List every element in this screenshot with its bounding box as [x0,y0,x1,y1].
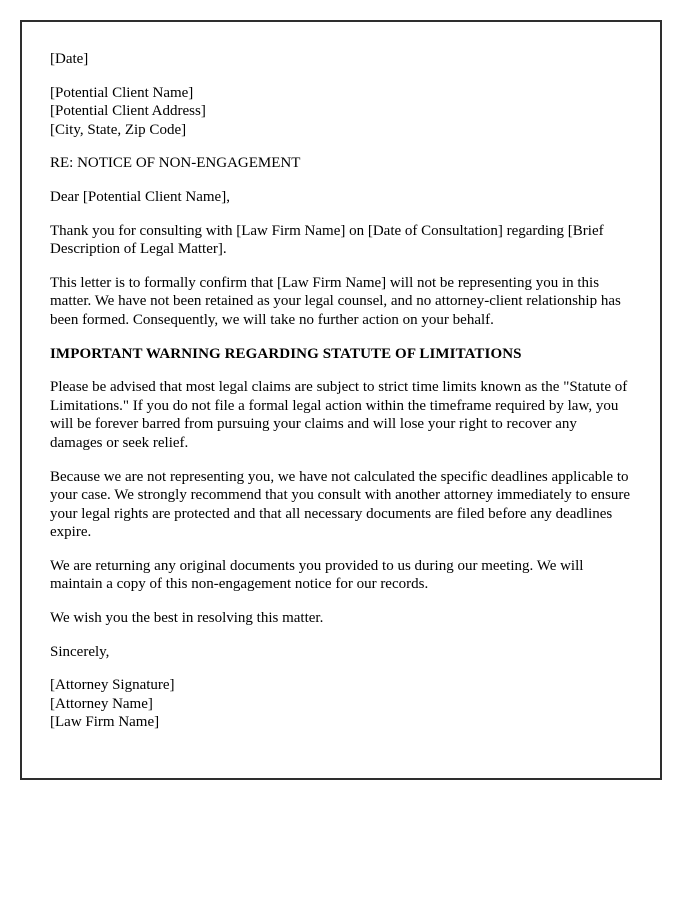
attorney-signature-line: [Attorney Signature] [50,677,175,694]
recipient-address: [Potential Client Address] [50,103,206,120]
paragraph-returning-documents: We are returning any original documents you provided to us during our meeting. We will maintain a copy of this non-engagement notice for our records. [50,557,584,593]
recipient-name: [Potential Client Name] [50,84,194,101]
date-line: [Date] [50,51,89,67]
paragraph-statute-of-limitations: Please be advised that most legal claims are subject to strict time limits known as the "Statute of Limitations." If you do not file a formal legal action within the timeframe required by law, you will be forever barred from pursuing your claims and will lose your right to recover any damages or seek relief. [50,379,628,451]
salutation: Dear [Potential Client Name], [50,188,230,205]
signature-block [50,676,632,732]
recipient-block [50,84,632,140]
warning-heading: IMPORTANT WARNING REGARDING STATUTE OF LIMITATIONS [50,345,522,362]
recipient-city-state-zip: [City, State, Zip Code] [50,121,187,138]
law-firm-name-line: [Law Firm Name] [50,714,160,731]
paragraph-deadlines: Because we are not representing you, we have not calculated the specific deadlines applicable to your case. We strongly recommend that you consult with another attorney immediately to ensure your legal rights are protected and that all necessary documents are filed before any deadlines expire. [50,468,631,541]
closing-line: Sincerely, [50,643,110,660]
subject-line: RE: NOTICE OF NON-ENGAGEMENT [50,155,301,172]
paragraph-consultation: Thank you for consulting with [Law Firm Name] on [Date of Consultation] regarding [Brief Description of Legal Matter]. [50,222,604,258]
paragraph-confirmation: This letter is to formally confirm that [Law Firm Name] will not be representing you in this matter. We have not been retained as your legal counsel, and no attorney-client relationship has been formed. Consequently, we will take no further action on your behalf. [50,274,621,328]
paragraph-well-wishes: We wish you the best in resolving this matter. [50,610,324,627]
attorney-name-line: [Attorney Name] [50,695,153,712]
letter-page [20,20,662,780]
